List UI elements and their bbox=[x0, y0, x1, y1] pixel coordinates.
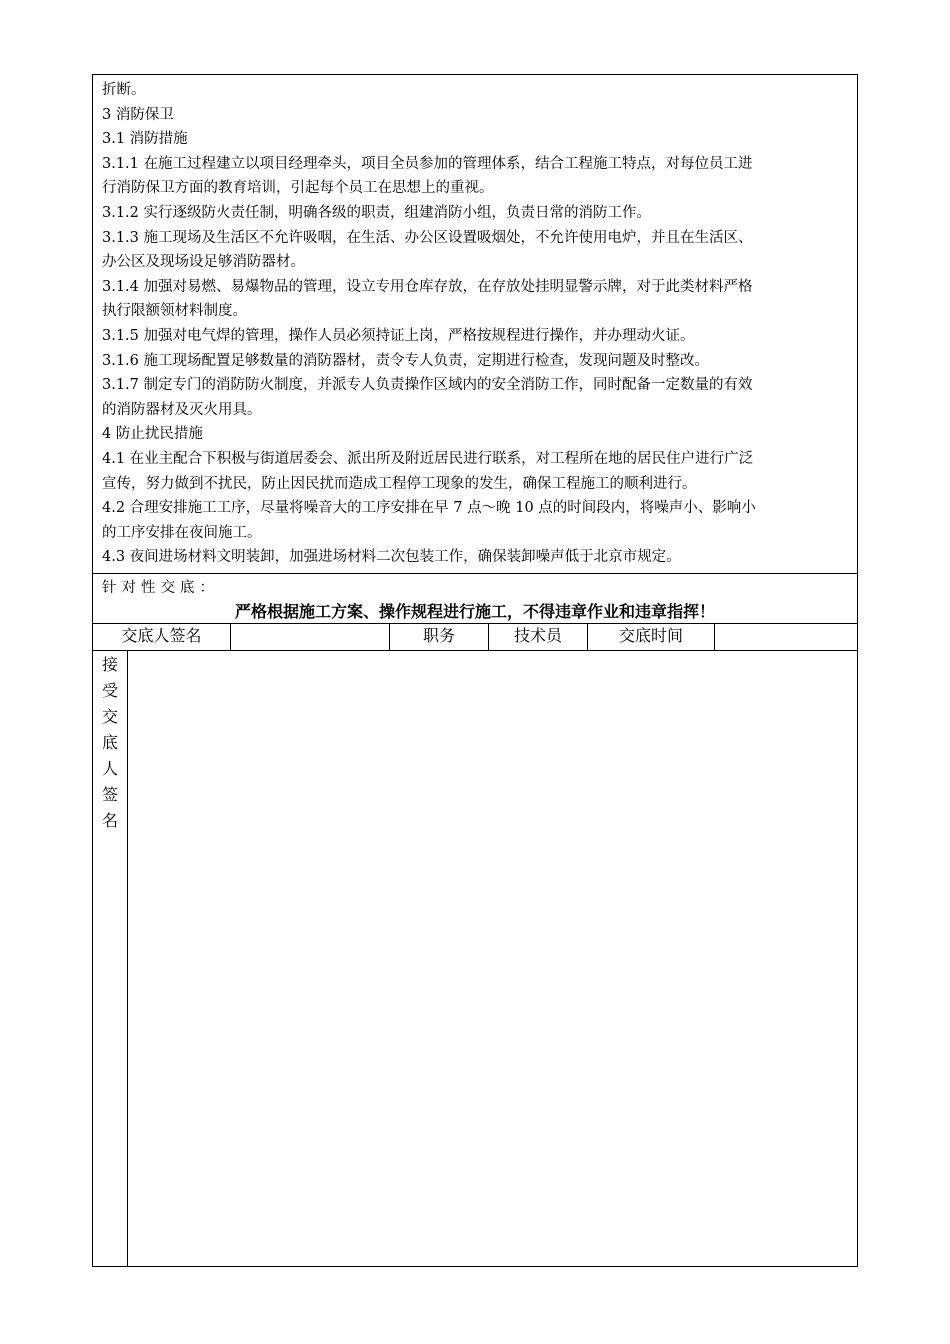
text-line: 办公区及现场设足够消防器材。 bbox=[102, 254, 305, 271]
text-line: 3.1.4 加强对易燃、易爆物品的管理，设立专用仓库存放，在存放处挂明显警示牌，对于此类材料严格 bbox=[102, 278, 753, 295]
text-line: 3.1.6 施工现场配置足够数量的消防器材，责令专人负责，定期进行检查，发现问题及时整改。 bbox=[102, 352, 709, 369]
text-line: 3.1.7 制定专门的消防防火制度，并派专人负责操作区域内的安全消防工作，同时配备一定数量的有效 bbox=[102, 377, 753, 394]
label-char: 交 bbox=[101, 707, 118, 726]
text-line: 3.1.5 加强对电气焊的管理，操作人员必须持证上岗，严格按规程进行操作，并办理动火证。 bbox=[102, 327, 695, 344]
text-line: 的工序安排在夜间施工。 bbox=[102, 524, 262, 541]
text-line: 执行限额领材料制度。 bbox=[102, 303, 247, 320]
disclosure-time-label: 交底时间 bbox=[588, 624, 715, 650]
label-char: 底 bbox=[101, 733, 118, 752]
text-line: 行消防保卫方面的教育培训，引起每个员工在思想上的重视。 bbox=[102, 180, 494, 197]
recipient-signature-area[interactable] bbox=[128, 651, 857, 1266]
text-line: 宣传，努力做到不扰民，防止因民扰而造成工程停工现象的发生，确保工程施工的顺利进行。 bbox=[102, 475, 697, 492]
targeted-disclosure-label: 针对性交底： bbox=[102, 580, 219, 596]
recipient-signature-section bbox=[93, 651, 857, 1266]
text-line: 3.1.2 实行逐级防火责任制，明确各级的职责，组建消防小组，负责日常的消防工作。 bbox=[102, 204, 652, 221]
signer-label: 交底人签名 bbox=[93, 624, 231, 650]
recipient-signature-label bbox=[93, 651, 128, 1266]
signature-row bbox=[93, 624, 857, 651]
section-heading: 3 消防保卫 bbox=[102, 106, 174, 123]
text-line: 3.1.1 在施工过程建立以项目经理牵头，项目全员参加的管理体系，结合工程施工特点，对每位员工进 bbox=[102, 155, 753, 172]
text-line: 4.1 在业主配合下积极与街道居委会、派出所及附近居民进行联系，对工程所在地的居民住户进行广泛 bbox=[102, 450, 754, 467]
text-line: 折断。 bbox=[102, 82, 146, 98]
label-char: 接 bbox=[101, 655, 118, 674]
text-line: 的消防器材及灭火用具。 bbox=[102, 401, 262, 418]
disclosure-time-field[interactable] bbox=[715, 624, 857, 650]
position-value: 技术员 bbox=[489, 624, 588, 650]
label-char: 受 bbox=[101, 681, 118, 700]
text-line: 3.1.3 施工现场及生活区不允许吸咽，在生活、办公区设置吸烟处，不允许使用电炉，并且在生活区、 bbox=[102, 229, 753, 246]
label-char: 签 bbox=[101, 785, 118, 804]
position-label: 职务 bbox=[390, 624, 489, 650]
targeted-disclosure-section bbox=[93, 574, 857, 624]
targeted-disclosure-statement: 严格根据施工方案、操作规程进行施工，不得违章作业和违章指挥！ bbox=[234, 602, 715, 621]
text-line: 4.3 夜间进场材料文明装卸，加强进场材料二次包装工作，确保装卸噪声低于北京市规定。 bbox=[102, 549, 681, 566]
signer-field[interactable] bbox=[231, 624, 390, 650]
measures-text-section bbox=[93, 75, 857, 574]
disclosure-form bbox=[92, 74, 858, 1267]
subsection-heading: 3.1 消防措施 bbox=[102, 131, 188, 148]
text-line: 4.2 合理安排施工工序，尽量将噪音大的工序安排在早 7 点～晚 10 点的时间段内，将噪声小、影响小 bbox=[102, 500, 756, 517]
label-char: 名 bbox=[101, 811, 118, 830]
label-char: 人 bbox=[101, 759, 118, 778]
section-heading: 4 防止扰民措施 bbox=[102, 426, 203, 443]
